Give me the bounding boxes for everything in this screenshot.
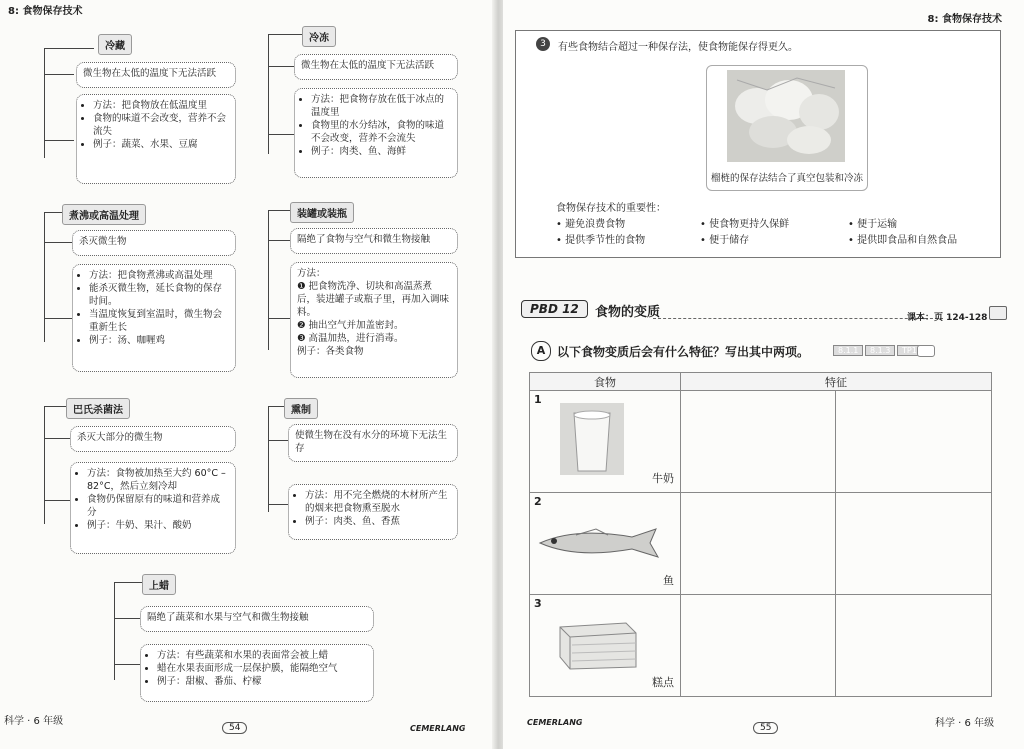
section-freezing — [262, 22, 462, 182]
connector — [44, 406, 45, 524]
connector — [44, 74, 74, 75]
feature-cell[interactable] — [836, 493, 992, 595]
importance-text: 提供即食品和自然食品 — [857, 235, 958, 246]
section-title: 上蜡 — [142, 574, 176, 595]
detail-item: • 例子：汤、咖喱鸡 — [89, 334, 229, 347]
book-icon — [989, 306, 1007, 320]
detail-item: • 食物的味道不会改变，营养不会流失 — [93, 112, 229, 138]
connector — [268, 66, 294, 67]
connector — [44, 212, 45, 342]
food-cell — [530, 595, 681, 697]
detail-item: • 方法：用不完全燃烧的木材所产生的烟来把食物熏至脱水 — [305, 489, 451, 515]
definition-box: 微生物在太低的温度下无法活跃 — [76, 62, 236, 88]
detail-item: • 蜡在水果表面形成一层保护膜，能隔绝空气 — [157, 662, 367, 675]
table-row — [530, 391, 992, 493]
food-label: 糕点 — [652, 676, 674, 689]
connector — [44, 212, 62, 213]
detail-item: 方法： — [297, 268, 326, 279]
connector — [44, 500, 70, 501]
section-title: 冷藏 — [98, 34, 132, 55]
section-title: 熏制 — [284, 398, 318, 419]
details-box — [70, 462, 236, 554]
section-boiling — [38, 198, 238, 378]
definition-box: 杀灭大部分的微生物 — [70, 426, 236, 452]
feature-cell[interactable] — [681, 391, 836, 493]
right-page — [503, 0, 1024, 749]
detail-item: • 方法：把食物放在低温度里 — [93, 99, 229, 112]
section-refrigeration — [38, 30, 238, 190]
row-number: 1 — [534, 393, 542, 406]
detail-item: • 能杀灭微生物，延长食物的保存时间。 — [89, 282, 229, 308]
food-label: 鱼 — [663, 574, 674, 587]
standard-tag: 8.1.3 — [865, 345, 895, 356]
details-box — [288, 484, 458, 540]
detail-item: • 例子：蔬菜、水果、豆腐 — [93, 138, 229, 151]
textbook-ref: 课本：页 124-128 — [907, 313, 988, 323]
connector — [268, 134, 294, 135]
feature-cell[interactable] — [836, 595, 992, 697]
connector — [268, 504, 288, 505]
section-title: 巴氏杀菌法 — [66, 398, 130, 419]
connector — [44, 48, 94, 49]
page-number: 54 — [222, 722, 247, 734]
importance-item: • 提供即食品和自然食品 — [848, 235, 958, 246]
section-title: 煮沸或高温处理 — [62, 204, 146, 225]
importance-item: • 提供季节性的食物 — [556, 235, 646, 246]
section-waxing — [108, 568, 388, 708]
detail-item: • 食物里的水分结冰，食物的味道不会改变，营养不会流失 — [311, 119, 451, 145]
publisher-logo: CEMERLANG — [410, 724, 466, 733]
column-header: 食物 — [530, 373, 681, 391]
connector — [268, 34, 269, 154]
definition-box: 杀灭微生物 — [72, 230, 236, 256]
table-row — [530, 493, 992, 595]
connector — [268, 34, 302, 35]
section-canning — [262, 198, 462, 378]
importance-text: 提供季节性的食物 — [565, 235, 646, 246]
importance-text: 避免浪费食物 — [565, 219, 626, 230]
importance-text: 便于储存 — [709, 235, 750, 246]
section-pasteurization — [38, 392, 238, 562]
details-box — [140, 644, 374, 702]
left-page — [0, 0, 497, 749]
durian-image — [727, 70, 845, 162]
tp-box — [917, 345, 935, 357]
details-box — [76, 94, 236, 184]
connector — [268, 240, 290, 241]
item-number: 3 — [536, 37, 550, 51]
item-text: 有些食物结合超过一种保存法，使食物能保存得更久。 — [558, 42, 798, 53]
connector — [268, 406, 269, 512]
pbd-underline — [653, 318, 943, 319]
importance-title: 食物保存技术的重要性： — [556, 203, 666, 214]
chapter-header: 8: 食物保存技术 — [8, 6, 83, 17]
importance-text: 使食物更持久保鲜 — [709, 219, 790, 230]
details-box — [72, 264, 236, 372]
connector — [44, 318, 72, 319]
chapter-header: 8: 食物保存技术 — [927, 14, 1002, 25]
importance-text: 便于运输 — [857, 219, 898, 230]
connector — [44, 242, 72, 243]
importance-item: • 避免浪费食物 — [556, 219, 626, 230]
question-letter: A — [531, 341, 551, 361]
cake-image — [556, 613, 640, 673]
column-header: 特征 — [681, 373, 992, 391]
durian-photo — [706, 65, 868, 191]
row-number: 2 — [534, 495, 542, 508]
details-box — [290, 262, 458, 378]
pbd-title: 食物的变质 — [595, 305, 661, 320]
connector — [268, 440, 288, 441]
publisher-logo: CEMERLANG — [527, 718, 583, 727]
section-title: 冷冻 — [302, 26, 336, 47]
fish-image — [536, 521, 676, 565]
section-title: 装罐或装瓶 — [290, 202, 354, 223]
definition-box: 微生物在太低的温度下无法活跃 — [294, 54, 458, 80]
detail-item: ❸ 高温加热，进行消毒。 — [297, 333, 404, 344]
importance-item: • 便于运输 — [848, 219, 898, 230]
info-panel — [515, 30, 1001, 258]
standard-tag: 8.1.1 — [833, 345, 863, 356]
connector — [268, 406, 284, 407]
photo-caption: 榴梿的保存法结合了真空包装和冷冻 — [710, 173, 863, 184]
pbd-label: PBD 12 — [521, 300, 588, 318]
detail-item: • 例子：肉类、鱼、海鲜 — [311, 145, 451, 158]
detail-item: • 方法：把食物煮沸或高温处理 — [89, 269, 229, 282]
footer-grade: 科学 · 6 年级 — [4, 716, 64, 727]
details-box — [294, 88, 458, 178]
importance-item: • 便于储存 — [700, 235, 750, 246]
definition-box: 隔绝了蔬菜和水果与空气和微生物接触 — [140, 606, 374, 632]
food-cell — [530, 493, 681, 595]
feature-cell[interactable] — [681, 493, 836, 595]
detail-item: • 例子：牛奶、果汁、酸奶 — [87, 519, 229, 532]
section-smoking — [262, 392, 462, 562]
table-row — [530, 595, 992, 697]
connector — [114, 582, 115, 680]
connector — [44, 48, 45, 158]
detail-item: • 食物仍保留原有的味道和营养成分 — [87, 493, 229, 519]
importance-item: • 使食物更持久保鲜 — [700, 219, 790, 230]
detail-item: • 方法：把食物存放在低于冰点的温度里 — [311, 93, 451, 119]
detail-item: • 例子：甜椒、番茄、柠檬 — [157, 675, 367, 688]
detail-item: • 当温度恢复到室温时，微生物会重新生长 — [89, 308, 229, 334]
food-label: 牛奶 — [652, 472, 674, 485]
connector — [44, 438, 70, 439]
connector — [114, 618, 140, 619]
connector — [268, 210, 269, 350]
tp-tag: TP1 — [897, 345, 922, 356]
detail-item: ❶ 把食物洗净、切块和高温蒸煮后，装进罐子或瓶子里，再加入调味料。 — [297, 281, 450, 318]
definition-box: 隔绝了食物与空气和微生物接触 — [290, 228, 458, 254]
table-header-row — [530, 373, 992, 391]
features-table — [529, 372, 992, 697]
detail-item: • 方法：食物被加热至大约 60°C – 82°C，然后立刻冷却 — [87, 467, 229, 493]
connector — [44, 140, 74, 141]
detail-item: ❷ 抽出空气并加盖密封。 — [297, 320, 404, 331]
definition-box: 使微生物在没有水分的环境下无法生存 — [288, 424, 458, 462]
page-number: 55 — [753, 722, 778, 734]
connector — [268, 318, 290, 319]
detail-item: 例子：各类食物 — [297, 346, 364, 357]
connector — [268, 210, 290, 211]
footer-grade: 科学 · 6 年级 — [935, 718, 995, 729]
milk-glass-image — [560, 403, 624, 475]
connector — [44, 406, 66, 407]
feature-cell[interactable] — [836, 391, 992, 493]
feature-cell[interactable] — [681, 595, 836, 697]
question-text: 以下食物变质后会有什么特征？写出其中两项。 — [557, 345, 810, 359]
connector — [114, 664, 140, 665]
row-number: 3 — [534, 597, 542, 610]
food-cell — [530, 391, 681, 493]
connector — [114, 582, 142, 583]
detail-item: • 方法：有些蔬菜和水果的表面常会被上蜡 — [157, 649, 367, 662]
detail-item: • 例子：肉类、鱼、香蕉 — [305, 515, 451, 528]
